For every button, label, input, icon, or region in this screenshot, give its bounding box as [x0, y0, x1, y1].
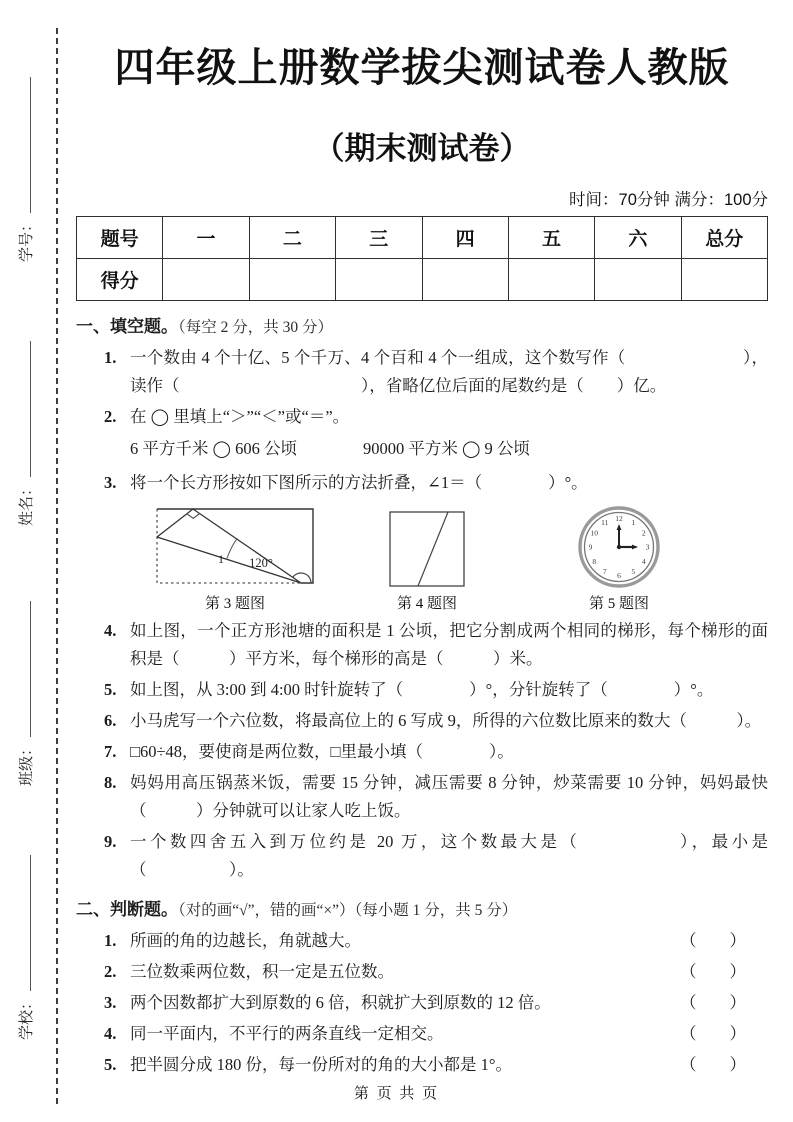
score-header-cell: 题号 — [77, 217, 163, 259]
question-number: 9. — [104, 832, 117, 851]
question-number: 4. — [104, 1024, 117, 1043]
section2-title: 二、判断题。 — [76, 900, 178, 919]
question-number: 7. — [104, 742, 117, 761]
tf-item-4 — [104, 1020, 768, 1048]
question-text: 妈妈用高压锅蒸米饭，需要 15 分钟，减压需要 8 分钟，炒菜需要 10 分钟，妈妈最快（ ）分钟就可以让家人吃上饭。 — [130, 773, 768, 820]
school-label: 学校： — [18, 994, 35, 1040]
clock-numeral: 9 — [588, 542, 593, 552]
angle-1-arc — [227, 538, 237, 558]
question-number: 1. — [104, 348, 117, 367]
answer-brackets: （ ） — [680, 1024, 746, 1043]
tf-item-1 — [104, 927, 768, 955]
score-cell — [249, 259, 335, 301]
score-header-cell: 四 — [422, 217, 508, 259]
page-footer: 第 页 共 页 — [353, 1086, 440, 1102]
clock-numeral: 1 — [631, 517, 636, 527]
clock-numeral: 5 — [631, 567, 636, 577]
clock-drawing — [577, 505, 661, 589]
question-number: 1. — [104, 931, 117, 950]
score-header-cell: 总分 — [681, 217, 767, 259]
score-header-cell: 六 — [595, 217, 681, 259]
score-table-header-row — [77, 217, 768, 259]
question-number: 2. — [104, 962, 117, 981]
figure-clock — [576, 505, 662, 613]
tf-item-5 — [104, 1051, 768, 1079]
section2-note: （对的画“√”，错的画“×”）（每小题 1 分，共 5 分） — [178, 902, 518, 919]
figures-row — [76, 505, 768, 613]
page-subtitle: （期末测试卷） — [313, 131, 531, 166]
score-cell — [163, 259, 249, 301]
angle-120-label: 120° — [249, 556, 273, 570]
binding-dashed-line — [56, 28, 58, 1104]
clock-numeral: 10 — [590, 528, 599, 538]
square-dividing-line — [418, 512, 448, 586]
score-cell — [681, 259, 767, 301]
question-text: 在 ◯ 里填上“＞”“＜”或“＝”。 — [130, 407, 350, 426]
clock-numeral: 8 — [592, 556, 597, 566]
clock-numeral: 2 — [641, 528, 646, 538]
split-square-drawing — [387, 509, 467, 589]
score-header-cell: 一 — [163, 217, 249, 259]
section1-heading — [76, 314, 768, 341]
student-name-label: 姓名： — [18, 480, 35, 526]
figure4-caption: 第 4 题图 — [396, 596, 457, 612]
section1-note: （每空 2 分，共 30 分） — [178, 319, 334, 336]
score-row-label: 得分 — [77, 259, 163, 301]
main-content — [76, 30, 768, 1082]
page-title: 四年级上册数学拔尖测试卷人教版 — [114, 46, 730, 90]
answer-brackets: （ ） — [680, 962, 746, 981]
question-2 — [104, 403, 768, 431]
score-header-cell: 二 — [249, 217, 335, 259]
question-number: 3. — [104, 993, 117, 1012]
question-6 — [104, 707, 768, 735]
student-id-label: 学号： — [18, 216, 35, 262]
class-field — [12, 594, 38, 786]
question-number: 3. — [104, 473, 117, 492]
question-text: 两个因数都扩大到原数的 6 倍，积就扩大到原数的 12 倍。 — [130, 993, 551, 1012]
question-number: 6. — [104, 711, 117, 730]
question-text: □60÷48，要使商是两位数，□里最小填（ ）。 — [130, 742, 514, 761]
score-cell — [508, 259, 594, 301]
score-cell — [595, 259, 681, 301]
tf-item-3 — [104, 989, 768, 1017]
question-1 — [104, 344, 768, 400]
question-text: 把半圆分成 180 份，每一份所对的角的大小都是 1°。 — [130, 1055, 512, 1074]
question-number: 5. — [104, 680, 117, 699]
student-id-blank-line — [30, 77, 31, 213]
clock-numeral: 11 — [601, 517, 609, 527]
minute-hand-arrow — [617, 524, 622, 530]
question-text: 三位数乘两位数，积一定是五位数。 — [130, 962, 394, 981]
folded-rectangle-drawing — [155, 505, 315, 589]
student-name-blank-line — [30, 341, 31, 477]
student-id-field — [12, 70, 38, 262]
question-3 — [104, 469, 768, 497]
figure-folded-rectangle — [154, 505, 316, 613]
section1-title: 一、填空题。 — [76, 317, 178, 336]
section2-heading — [76, 897, 768, 924]
question-number: 8. — [104, 773, 117, 792]
class-label: 班级： — [18, 740, 35, 786]
question-number: 2. — [104, 407, 117, 426]
angle-1-label: 1 — [218, 552, 224, 566]
hour-hand-arrow — [632, 545, 638, 550]
school-field — [12, 848, 38, 1040]
question-number: 5. — [104, 1055, 117, 1074]
clock-numeral: 3 — [645, 542, 650, 552]
question-text: 如上图，从 3:00 到 4:00 时针旋转了（ ）°，分针旋转了（ ）°。 — [130, 680, 714, 699]
score-cell — [422, 259, 508, 301]
score-table-score-row — [77, 259, 768, 301]
question-4 — [104, 617, 768, 673]
question-text: 小马虎写一个六位数，将最高位上的 6 写成 9，所得的六位数比原来的数大（ ）。 — [130, 711, 762, 730]
class-blank-line — [30, 601, 31, 737]
question-7 — [104, 738, 768, 766]
question-2-comparisons: 6 平方千米 ◯ 606 公顷 90000 平方米 ◯ 9 公顷 — [130, 439, 530, 458]
clock-numeral: 7 — [602, 567, 607, 577]
question-5 — [104, 676, 768, 704]
question-text: 同一平面内，不平行的两条直线一定相交。 — [130, 1024, 444, 1043]
clock-numeral: 6 — [617, 571, 621, 580]
figure-split-square — [386, 509, 468, 613]
figure5-caption: 第 5 题图 — [588, 596, 649, 612]
score-table — [76, 216, 768, 301]
clock-numeral: 4 — [641, 556, 646, 566]
answer-brackets: （ ） — [680, 931, 746, 950]
score-header-cell: 五 — [508, 217, 594, 259]
right-angle-mark — [187, 513, 200, 518]
score-header-cell: 三 — [336, 217, 422, 259]
score-cell — [336, 259, 422, 301]
question-text: 所画的角的边越长，角就越大。 — [130, 931, 361, 950]
exam-meta: 时间：70分钟 满分：100分 — [569, 191, 768, 209]
question-text: 将一个长方形按如下图所示的方法折叠，∠1＝（ ）°。 — [130, 473, 588, 492]
clock-center-dot — [617, 545, 621, 549]
question-text: 一个数四舍五入到万位约是 20 万，这个数最大是（ ），最小是（ ）。 — [130, 832, 768, 879]
clock-numeral: 12 — [615, 514, 623, 523]
answer-brackets: （ ） — [680, 1055, 746, 1074]
student-name-field — [12, 334, 38, 526]
school-blank-line — [30, 855, 31, 991]
question-text: 如上图，一个正方形池塘的面积是 1 公顷，把它分割成两个相同的梯形，每个梯形的面积是（ ）平方米，每个梯形的高是（ ）米。 — [130, 621, 768, 668]
question-8 — [104, 769, 768, 825]
question-number: 4. — [104, 621, 117, 640]
figure3-caption: 第 3 题图 — [204, 596, 265, 612]
answer-brackets: （ ） — [680, 993, 746, 1012]
question-9 — [104, 828, 768, 884]
question-text: 一个数由 4 个十亿、5 个千万、4 个百和 4 个一组成，这个数写作（ ），读作（ ），省略亿位后面的尾数约是（ ）亿。 — [130, 348, 768, 395]
tf-item-2 — [104, 958, 768, 986]
